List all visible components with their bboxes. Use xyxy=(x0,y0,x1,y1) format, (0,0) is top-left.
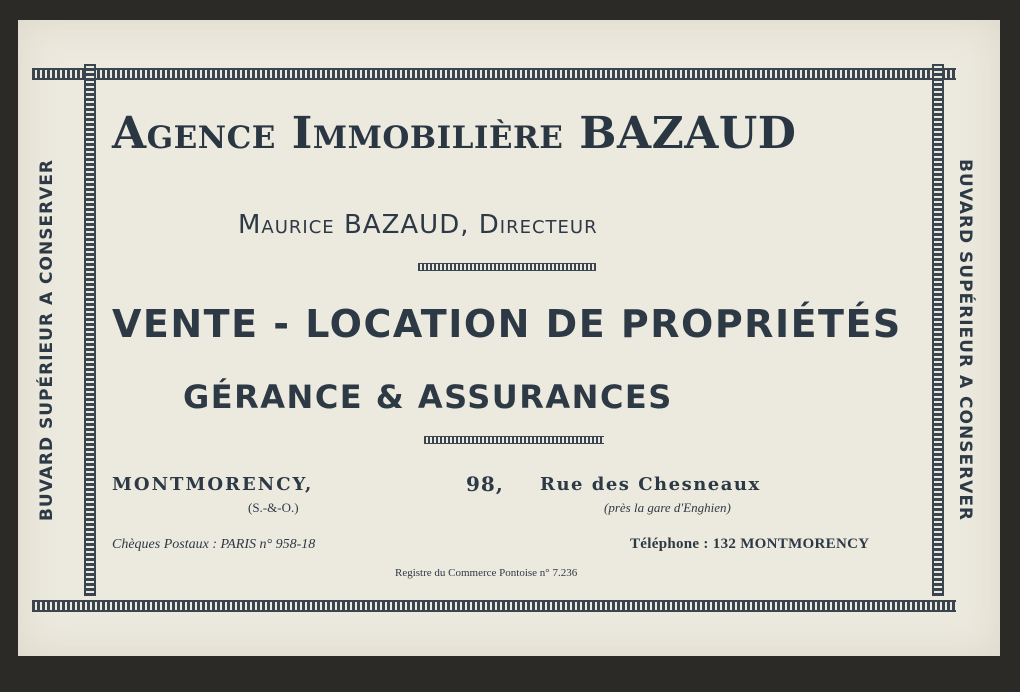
ornament-rule-top xyxy=(418,263,596,271)
telephone: Téléphone : 132 MONTMORENCY xyxy=(630,536,870,552)
address-department: (S.-&-O.) xyxy=(248,500,299,515)
bottom-border xyxy=(32,600,956,612)
trade-register: Registre du Commerce Pontoise n° 7.236 xyxy=(395,567,578,579)
address-number: 98, xyxy=(466,472,504,496)
left-border xyxy=(84,64,96,596)
agency-title: Agence Immobilière BAZAUD xyxy=(112,108,797,159)
services-line-1: VENTE - LOCATION DE PROPRIÉTÉS xyxy=(112,302,902,346)
right-border xyxy=(932,64,944,596)
address-street: Rue des Chesneaux xyxy=(540,474,761,495)
side-text-left: BUVARD SUPÉRIEUR A CONSERVER xyxy=(37,158,57,522)
top-border xyxy=(32,68,956,80)
director-line: Maurice BAZAUD, Directeur xyxy=(238,210,598,240)
address-city: MONTMORENCY, xyxy=(112,474,314,495)
postal-cheques: Chèques Postaux : PARIS n° 958-18 xyxy=(112,537,316,552)
address-near: (près la gare d'Enghien) xyxy=(604,500,731,515)
services-line-2: GÉRANCE & ASSURANCES xyxy=(183,378,673,416)
ornament-rule-bottom xyxy=(424,436,604,444)
side-text-right: BUVARD SUPÉRIEUR A CONSERVER xyxy=(955,158,975,522)
